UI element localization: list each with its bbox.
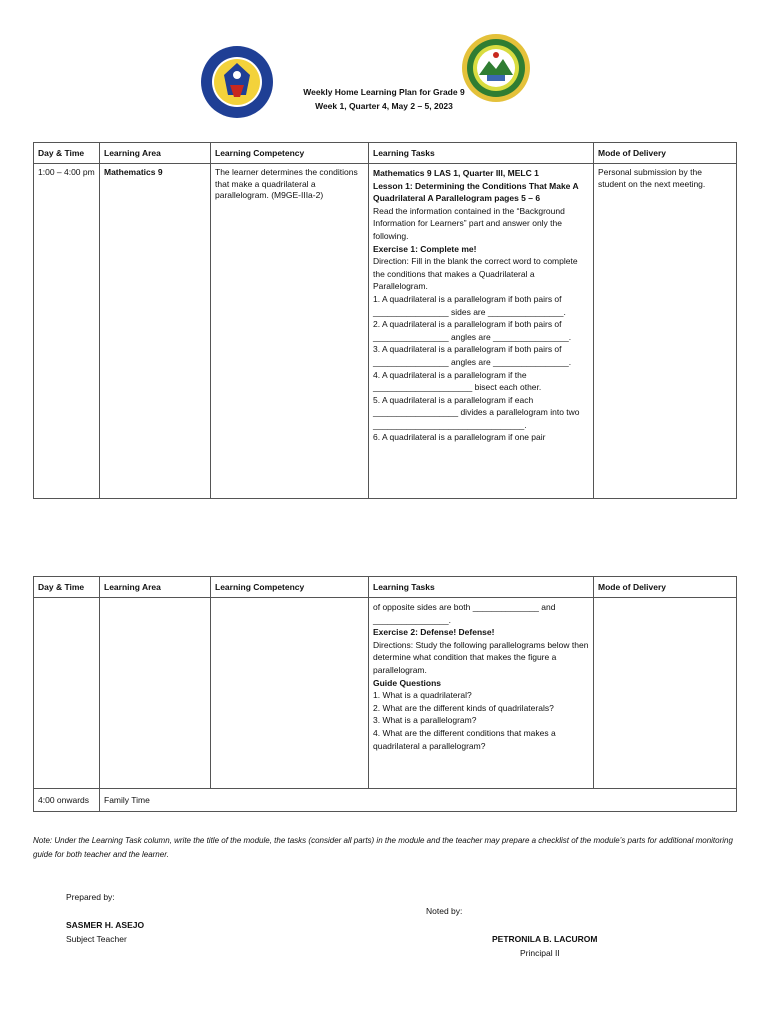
note-text: Note: Under the Learning Task column, write the title of the module, the tasks (consider all parts) in the module and the teacher may prepare a checklist of the module’s parts for additional monitoring guide for both teacher and the learner. — [33, 836, 733, 859]
header-learning-area: Learning Area — [100, 143, 211, 164]
header-learning-competency: Learning Competency — [211, 577, 369, 598]
header-day-time: Day & Time — [34, 143, 100, 164]
header-mode-of-delivery: Mode of Delivery — [594, 577, 737, 598]
page-subtitle: Week 1, Quarter 4, May 2 – 5, 2023 — [315, 101, 453, 111]
cell-learning-tasks — [369, 598, 594, 789]
task-line: Lesson 1: Determining the Conditions That Make A Quadrilateral A Parallelogram pages 5 – 6 — [373, 180, 579, 204]
cell-learning-area: Mathematics 9 — [100, 164, 211, 499]
header-mode-of-delivery: Mode of Delivery — [594, 143, 737, 164]
principal-name: PETRONILA B. LACUROM — [492, 934, 598, 944]
task-line: 4. A quadrilateral is a parallelogram if the _____________________ bisect each other. — [373, 369, 542, 393]
table-header-row — [34, 577, 737, 598]
task-line: Mathematics 9 LAS 1, Quarter III, MELC 1 — [373, 168, 539, 178]
task-line: 4. What are the different conditions that makes a quadrilateral a parallelogram? — [373, 727, 556, 751]
cell-mode-of-delivery — [594, 598, 737, 789]
table-row-family-time — [34, 789, 737, 812]
cell-day-time — [34, 598, 100, 789]
task-line: Direction: Fill in the blank the correct word to complete the conditions that makes a Quadrilateral a Parallelogram. — [373, 256, 578, 292]
cell-mode-of-delivery: Personal submission by the student on the next meeting. — [594, 164, 737, 499]
cell-competency: The learner determines the conditions that make a quadrilateral a parallelogram. (M9GE-IIIa-2) — [211, 164, 369, 499]
cell-competency — [211, 598, 369, 789]
header-learning-tasks: Learning Tasks — [369, 143, 594, 164]
learning-plan-table-2 — [33, 576, 737, 812]
page-title: Weekly Home Learning Plan for Grade 9 — [303, 87, 465, 97]
prepared-by-label: Prepared by: — [66, 892, 115, 902]
task-line: Exercise 1: Complete me! — [373, 243, 477, 254]
task-line: Guide Questions — [373, 677, 442, 688]
task-line: 2. A quadrilateral is a parallelogram if both pairs of ________________ angles are ________________. — [373, 319, 572, 342]
task-line: 1. What is a quadrilateral? — [373, 690, 472, 701]
task-line: 3. What is a parallelogram? — [373, 715, 477, 726]
learning-plan-table-1 — [33, 142, 737, 499]
cell-learning-area — [100, 598, 211, 789]
header-learning-tasks: Learning Tasks — [369, 577, 594, 598]
cell-learning-tasks — [369, 164, 594, 499]
preparer-name: SASMER H. ASEJO — [66, 920, 145, 930]
task-line: 6. A quadrilateral is a parallelogram if one pair — [373, 432, 546, 443]
noted-by-label: Noted by: — [426, 906, 463, 916]
cell-family-time: Family Time — [100, 789, 737, 812]
task-line: Directions: Study the following parallelograms below then determine what condition that makes the figure a parallelogram. — [373, 639, 589, 675]
task-line: Read the information contained in the “Background Information for Learners” part and answer only the following. — [373, 205, 565, 241]
header-learning-competency: Learning Competency — [211, 143, 369, 164]
table-header-row — [34, 143, 737, 164]
task-line: 3. A quadrilateral is a parallelogram if both pairs of ________________ angles are ________________. — [373, 344, 572, 367]
task-line: of opposite sides are both ______________ and ________________. — [373, 602, 556, 625]
table-row — [34, 598, 737, 789]
header-learning-area: Learning Area — [100, 577, 211, 598]
principal-role: Principal II — [520, 948, 560, 958]
cell-day-time: 1:00 – 4:00 pm — [34, 164, 100, 499]
task-line: Exercise 2: Defense! Defense! — [373, 627, 495, 638]
task-line: 5. A quadrilateral is a parallelogram if each __________________ divides a parallelogram into two ________________________________. — [373, 394, 580, 430]
task-line: 2. What are the different kinds of quadrilaterals? — [373, 702, 554, 713]
preparer-role: Subject Teacher — [66, 934, 127, 944]
task-line: 1. A quadrilateral is a parallelogram if both pairs of ________________ sides are ________________. — [373, 293, 566, 317]
header-day-time: Day & Time — [34, 577, 100, 598]
cell-day-time: 4:00 onwards — [34, 789, 100, 812]
table-row — [34, 164, 737, 499]
